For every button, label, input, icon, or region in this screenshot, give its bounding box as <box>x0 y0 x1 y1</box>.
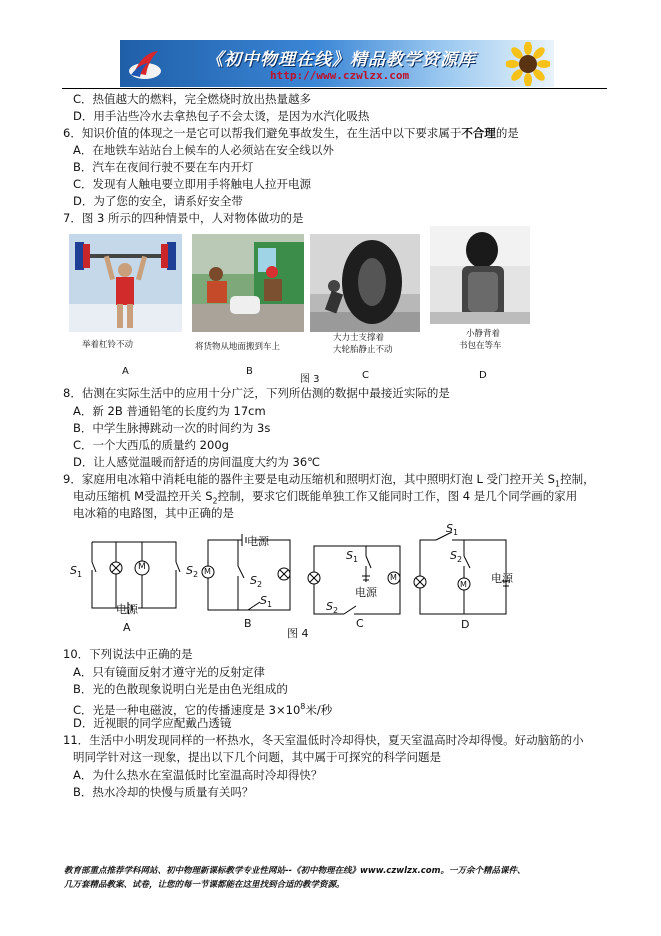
circuit-b-s2 <box>250 574 262 589</box>
circuit-a-s2-letter: S <box>186 564 193 577</box>
q10-option-d: D．近视眼的同学应配戴凸透镜 <box>73 716 232 730</box>
q5-option-d: D．用手沾些冷水去拿热包子不会太烫，是因为水汽化吸热 <box>73 109 370 123</box>
circuit-c-power: 电源 <box>355 586 377 599</box>
circuit-d-s1-sub: 1 <box>452 528 459 538</box>
q8-stem: 8．估测在实际生活中的应用十分广泛，下列所估测的数据中最接近实际的是 <box>63 386 450 400</box>
q6-stem-post: 的是 <box>495 126 519 140</box>
fig3-letter-b: B <box>246 366 253 377</box>
q7-stem: 7．图 3 所示的四种情景中，人对物体做功的是 <box>63 211 304 225</box>
fig4-letter-a: A <box>123 621 131 634</box>
fig3-label: 图 3 <box>300 374 320 385</box>
circuit-a-s2 <box>186 564 198 579</box>
circuit-b-s1-sub: 1 <box>266 600 273 610</box>
fig3-letter-a: A <box>122 366 129 377</box>
fig3-caption-a: 举着杠铃不动 <box>82 340 134 350</box>
fig3-caption-b: 将货物从地面搬到车上 <box>195 342 281 352</box>
footer <box>64 864 604 892</box>
site-logo-icon <box>128 47 162 81</box>
q6-option-b: B．汽车在夜间行驶不要在车内开灯 <box>73 160 254 174</box>
q10-option-a: A．只有镜面反射才遵守光的反射定律 <box>73 665 265 679</box>
photo-weightlifter <box>69 234 182 332</box>
circuit-c-s2-letter: S <box>326 600 333 613</box>
circuit-c-s1 <box>346 549 358 564</box>
fig4-letter-c: C <box>356 617 364 630</box>
banner-title: 《初中物理在线》精品教学资源库 <box>206 50 476 70</box>
circuit-d-s1 <box>446 522 458 537</box>
circuit-a-s1 <box>70 564 82 579</box>
footer-line-1: 教育部重点推荐学科网站、初中物理新课标教学专业性网站--《初中物理在线》www.czwlzx.com。一万余个精品课件、 <box>64 866 526 876</box>
q10-option-b: B．光的色散现象说明白光是由色光组成的 <box>73 682 288 696</box>
q9-line2-text: 电动压缩机 M受温控开关 S <box>73 489 213 503</box>
q11-option-b: B．热水冷却的快慢与质量有关吗？ <box>73 785 254 799</box>
fig3-letter-d: D <box>479 370 487 381</box>
circuit-d-s2-sub: 2 <box>456 555 463 565</box>
circuit-a-s1-letter: S <box>70 564 77 577</box>
fig4-letter-d: D <box>461 618 470 631</box>
banner-url: http://www.czwlzx.com <box>270 69 410 82</box>
circuit-a-s1-sub: 1 <box>76 570 83 580</box>
q10c-text: C．光是一种电磁波，它的传播速度是 3×10 <box>73 702 301 717</box>
circuit-b-s2-sub: 2 <box>256 580 263 590</box>
fig3-letter-c: C <box>362 370 369 381</box>
sunflower-icon <box>506 42 550 86</box>
q6-stem-emphasis: 不合理 <box>461 126 496 140</box>
q9-line2-tail: 控制，要求它们既能单独工作又能同时工作，图 4 是几个同学画的家用 <box>217 489 578 503</box>
header-rule <box>62 88 607 89</box>
q10-option-c <box>73 699 332 718</box>
q9-stem-line3: 电冰箱的电路图，其中正确的是 <box>73 506 234 520</box>
circuit-b-motor: M <box>204 567 211 576</box>
circuit-d-s1-letter: S <box>446 522 453 535</box>
fig4-letter-b: B <box>244 617 252 630</box>
q11-stem-line1: 11．生活中小明发现同样的一杯热水，冬天室温低时冷却得快，夏天室温高时冷却得慢。好动脑筋的小 <box>63 733 584 747</box>
q9-line2-sub: 2 <box>212 496 218 506</box>
fig3-caption-c1: 大力士支撑着 <box>333 333 385 343</box>
q6-option-d: D．为了您的安全，请系好安全带 <box>73 194 243 208</box>
q8-option-c: C．一个大西瓜的质量约 200g <box>73 438 229 452</box>
q10-stem: 10．下列说法中正确的是 <box>63 647 193 661</box>
circuit-b-s2-letter: S <box>250 574 257 587</box>
q6-option-c: C．发现有人触电要立即用手将触电人拉开电源 <box>73 177 312 191</box>
q11-option-a: A．为什么热水在室温低时比室温高时冷却得快？ <box>73 768 323 782</box>
q8-option-d: D．让人感觉温暖而舒适的房间温度大约为 36℃ <box>73 455 321 469</box>
header-banner <box>120 40 554 87</box>
q10c-sup: 8 <box>300 702 306 711</box>
fig3-caption-d2: 书包在等车 <box>459 341 502 351</box>
q9-line1-sub: 1 <box>555 479 561 489</box>
circuit-c-motor: M <box>390 573 397 582</box>
q10c-tail: 米/秒 <box>305 702 333 717</box>
q9-line1-text: 9．家庭用电冰箱中消耗电能的器件主要是电动压缩机和照明灯泡，其中照明灯泡 L 受门控开关 S <box>63 472 555 486</box>
fig3-caption-d1: 小静背着 <box>466 329 501 339</box>
circuit-d-motor: M <box>460 580 467 589</box>
q8-option-a: A．新 2B 普通铅笔的长度约为 17cm <box>73 404 266 418</box>
photo-lifting-goods <box>192 234 304 332</box>
circuit-a-motor: M <box>138 562 146 572</box>
circuit-c-s1-sub: 1 <box>352 555 359 565</box>
fig4-label: 图 4 <box>287 627 309 640</box>
circuit-c-s2 <box>326 600 338 615</box>
circuit-d-power: 电源 <box>491 572 513 585</box>
circuit-c-s1-letter: S <box>346 549 353 562</box>
q5-option-c: C．热值越大的燃料，完全燃烧时放出热量越多 <box>73 92 312 106</box>
q6-stem <box>63 126 519 141</box>
footer-line-2: 几万套精品教案、试卷，让您的每一节课都能在这里找到合适的教学资源。 <box>64 880 345 890</box>
q8-option-b: B．中学生脉搏跳动一次的时间约为 3s <box>73 421 271 435</box>
circuit-a-power: 电源 <box>116 603 138 616</box>
circuit-d-s2 <box>450 549 462 564</box>
photo-backpack-girl <box>430 226 530 324</box>
photo-holding-tire <box>310 234 420 332</box>
circuit-c-s2-sub: 2 <box>332 606 339 616</box>
q9-line1-tail: 控制， <box>560 472 595 486</box>
q6-option-a: A．在地铁车站站台上候车的人必须站在安全线以外 <box>73 143 334 157</box>
circuit-b-s1-letter: S <box>260 594 267 607</box>
fig3-caption-c2: 大轮胎静止不动 <box>333 345 393 355</box>
q6-stem-pre: 6．知识价值的体现之一是它可以帮我们避免事故发生，在生活中以下要求属于 <box>63 126 462 140</box>
circuit-b-s1 <box>260 594 272 609</box>
q11-stem-line2: 明同学针对这一现象，提出以下几个问题，其中属于可探究的科学问题是 <box>73 750 441 764</box>
circuit-a-s2-sub: 2 <box>192 570 199 580</box>
circuit-d-s2-letter: S <box>450 549 457 562</box>
circuit-b-power: 电源 <box>247 535 269 548</box>
